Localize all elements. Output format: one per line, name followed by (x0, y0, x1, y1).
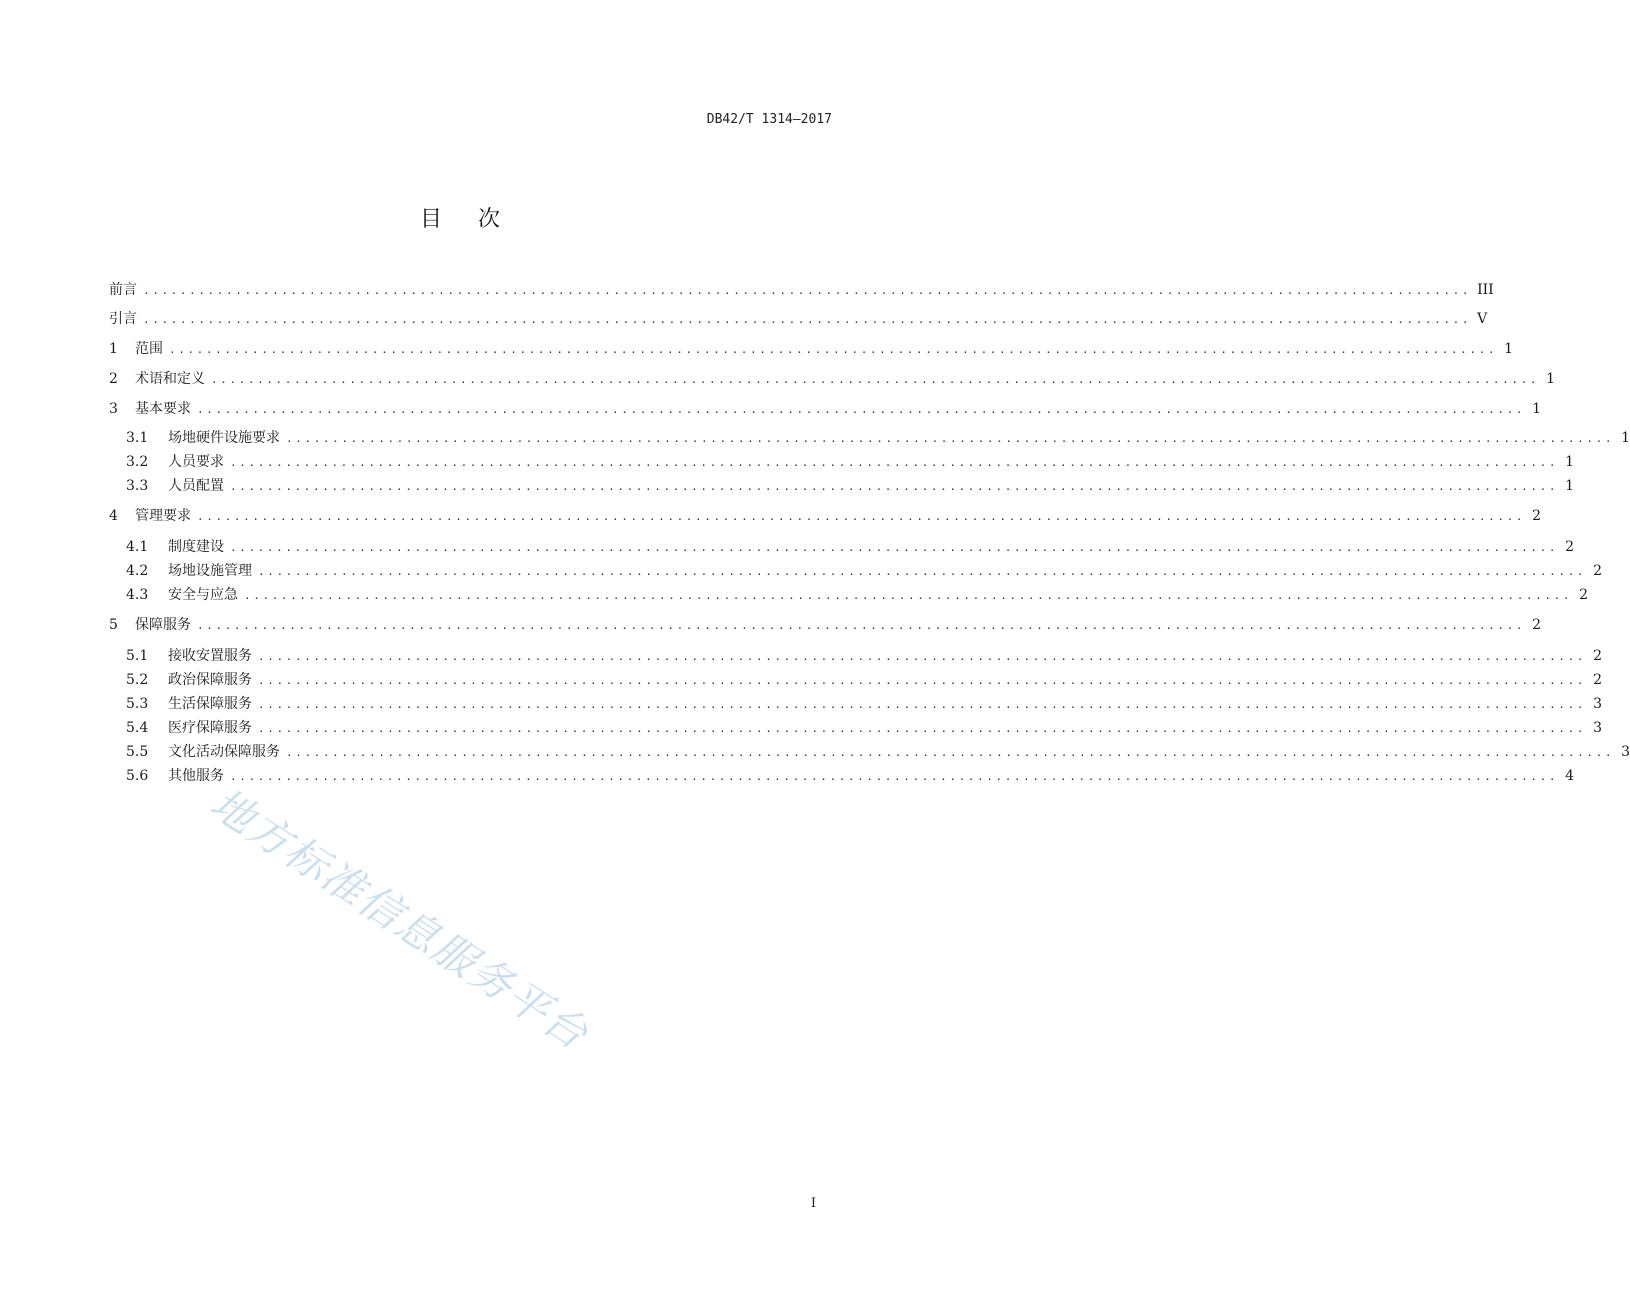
watermark: 地方标准信息服务平台 (201, 778, 598, 1060)
toc-leader: ................................................................................................................................................ (258, 650, 1587, 663)
toc-leader: ................................................................................................................................................ (258, 722, 1587, 735)
toc-page: 2 (1532, 617, 1542, 633)
toc-entry-4-3[interactable] (126, 585, 1589, 605)
toc-label: 基本要求 (135, 401, 191, 417)
toc-leader: ................................................................................................................................................ (230, 770, 1559, 783)
toc-label: 人员配置 (168, 478, 224, 494)
toc-label: 前言 (109, 282, 137, 298)
toc-page: 1 (1532, 401, 1542, 417)
toc-page: 2 (1565, 539, 1575, 555)
toc-entry-4-1[interactable] (126, 537, 1575, 557)
toc-entry-5-2[interactable] (126, 670, 1603, 690)
toc-num: 4.3 (126, 587, 149, 603)
toc-label: 管理要求 (135, 508, 191, 524)
toc-label: 生活保障服务 (168, 696, 252, 712)
toc-leader: ................................................................................................................................................ (258, 698, 1587, 711)
toc-page: 3 (1621, 744, 1630, 760)
toc-num: 3.2 (126, 454, 149, 470)
toc-entry-2[interactable] (109, 369, 1556, 389)
toc-page: V (1477, 311, 1488, 327)
toc-label: 人员要求 (168, 454, 224, 470)
toc-page: 1 (1565, 478, 1575, 494)
toc-leader: ................................................................................................................................................ (211, 373, 1540, 386)
toc-leader: ................................................................................................................................................ (197, 619, 1526, 632)
toc-label: 安全与应急 (168, 587, 238, 603)
toc-leader: ................................................................................................................................................ (286, 432, 1615, 445)
toc-entry-5-4[interactable] (126, 718, 1603, 738)
toc-leader: ................................................................................................................................................ (286, 746, 1615, 759)
toc-entry-3[interactable] (109, 399, 1542, 419)
toc-entry-3-2[interactable] (126, 452, 1575, 472)
toc-page: 2 (1579, 587, 1589, 603)
toc-num: 2 (109, 371, 118, 387)
toc-leader: ................................................................................................................................................ (143, 313, 1472, 326)
toc-num: 5.3 (126, 696, 149, 712)
toc-label: 制度建设 (168, 539, 224, 555)
toc-label: 术语和定义 (135, 371, 205, 387)
standard-code: DB42/T 1314—2017 (706, 112, 832, 127)
toc-entry-3-3[interactable] (126, 476, 1575, 496)
toc-leader: ................................................................................................................................................ (143, 284, 1472, 297)
toc-num: 4.1 (126, 539, 149, 555)
toc-page: 1 (1546, 371, 1556, 387)
toc-leader: ................................................................................................................................................ (169, 343, 1498, 356)
toc-page: III (1477, 282, 1494, 298)
toc-leader: ................................................................................................................................................ (197, 403, 1526, 416)
toc-leader: ................................................................................................................................................ (197, 510, 1526, 523)
toc-num: 5.4 (126, 720, 149, 736)
toc-page: 1 (1621, 430, 1630, 446)
toc-label: 场地硬件设施要求 (168, 430, 280, 446)
toc-num: 5.1 (126, 648, 149, 664)
toc-label: 接收安置服务 (168, 648, 252, 664)
toc-page: 1 (1504, 341, 1514, 357)
toc-page: 1 (1565, 454, 1575, 470)
toc-num: 5.5 (126, 744, 149, 760)
toc-entry-foreword[interactable] (109, 280, 1494, 300)
toc-num: 1 (109, 341, 118, 357)
page-number: I (810, 1196, 816, 1211)
toc-num: 5.2 (126, 672, 149, 688)
toc-leader: ................................................................................................................................................ (230, 456, 1559, 469)
toc-label: 文化活动保障服务 (168, 744, 280, 760)
toc-entry-5-3[interactable] (126, 694, 1603, 714)
toc-num: 3.1 (126, 430, 149, 446)
toc-entry-3-1[interactable] (126, 428, 1630, 448)
toc-entry-5[interactable] (109, 615, 1542, 635)
toc-num: 5.6 (126, 768, 149, 784)
toc-entry-5-1[interactable] (126, 646, 1603, 666)
toc-num: 3.3 (126, 478, 149, 494)
toc-entry-4[interactable] (109, 506, 1542, 526)
toc-page: 3 (1593, 720, 1603, 736)
toc-page: 2 (1593, 648, 1603, 664)
toc-leader: ................................................................................................................................................ (230, 480, 1559, 493)
toc-leader: ................................................................................................................................................ (258, 674, 1587, 687)
toc-entry-5-5[interactable] (126, 742, 1630, 762)
toc-num: 4.2 (126, 563, 149, 579)
page-title: 目次 (419, 207, 536, 232)
toc-label: 引言 (109, 311, 137, 327)
toc-num: 4 (109, 508, 118, 524)
toc-label: 场地设施管理 (168, 563, 252, 579)
toc-num: 5 (109, 617, 118, 633)
toc-page: 2 (1593, 672, 1603, 688)
toc-entry-4-2[interactable] (126, 561, 1603, 581)
toc-label: 政治保障服务 (168, 672, 252, 688)
toc-page: 4 (1565, 768, 1575, 784)
toc-label: 其他服务 (168, 768, 224, 784)
toc-label: 保障服务 (135, 617, 191, 633)
toc-entry-introduction[interactable] (109, 309, 1488, 329)
toc-leader: ................................................................................................................................................ (230, 541, 1559, 554)
toc-leader: ................................................................................................................................................ (244, 589, 1573, 602)
toc-leader: ................................................................................................................................................ (258, 565, 1587, 578)
toc-label: 医疗保障服务 (168, 720, 252, 736)
toc-page: 2 (1593, 563, 1603, 579)
toc-page: 2 (1532, 508, 1542, 524)
toc-num: 3 (109, 401, 118, 417)
toc-label: 范围 (135, 341, 163, 357)
toc-page: 3 (1593, 696, 1603, 712)
toc-entry-1[interactable] (109, 339, 1514, 359)
